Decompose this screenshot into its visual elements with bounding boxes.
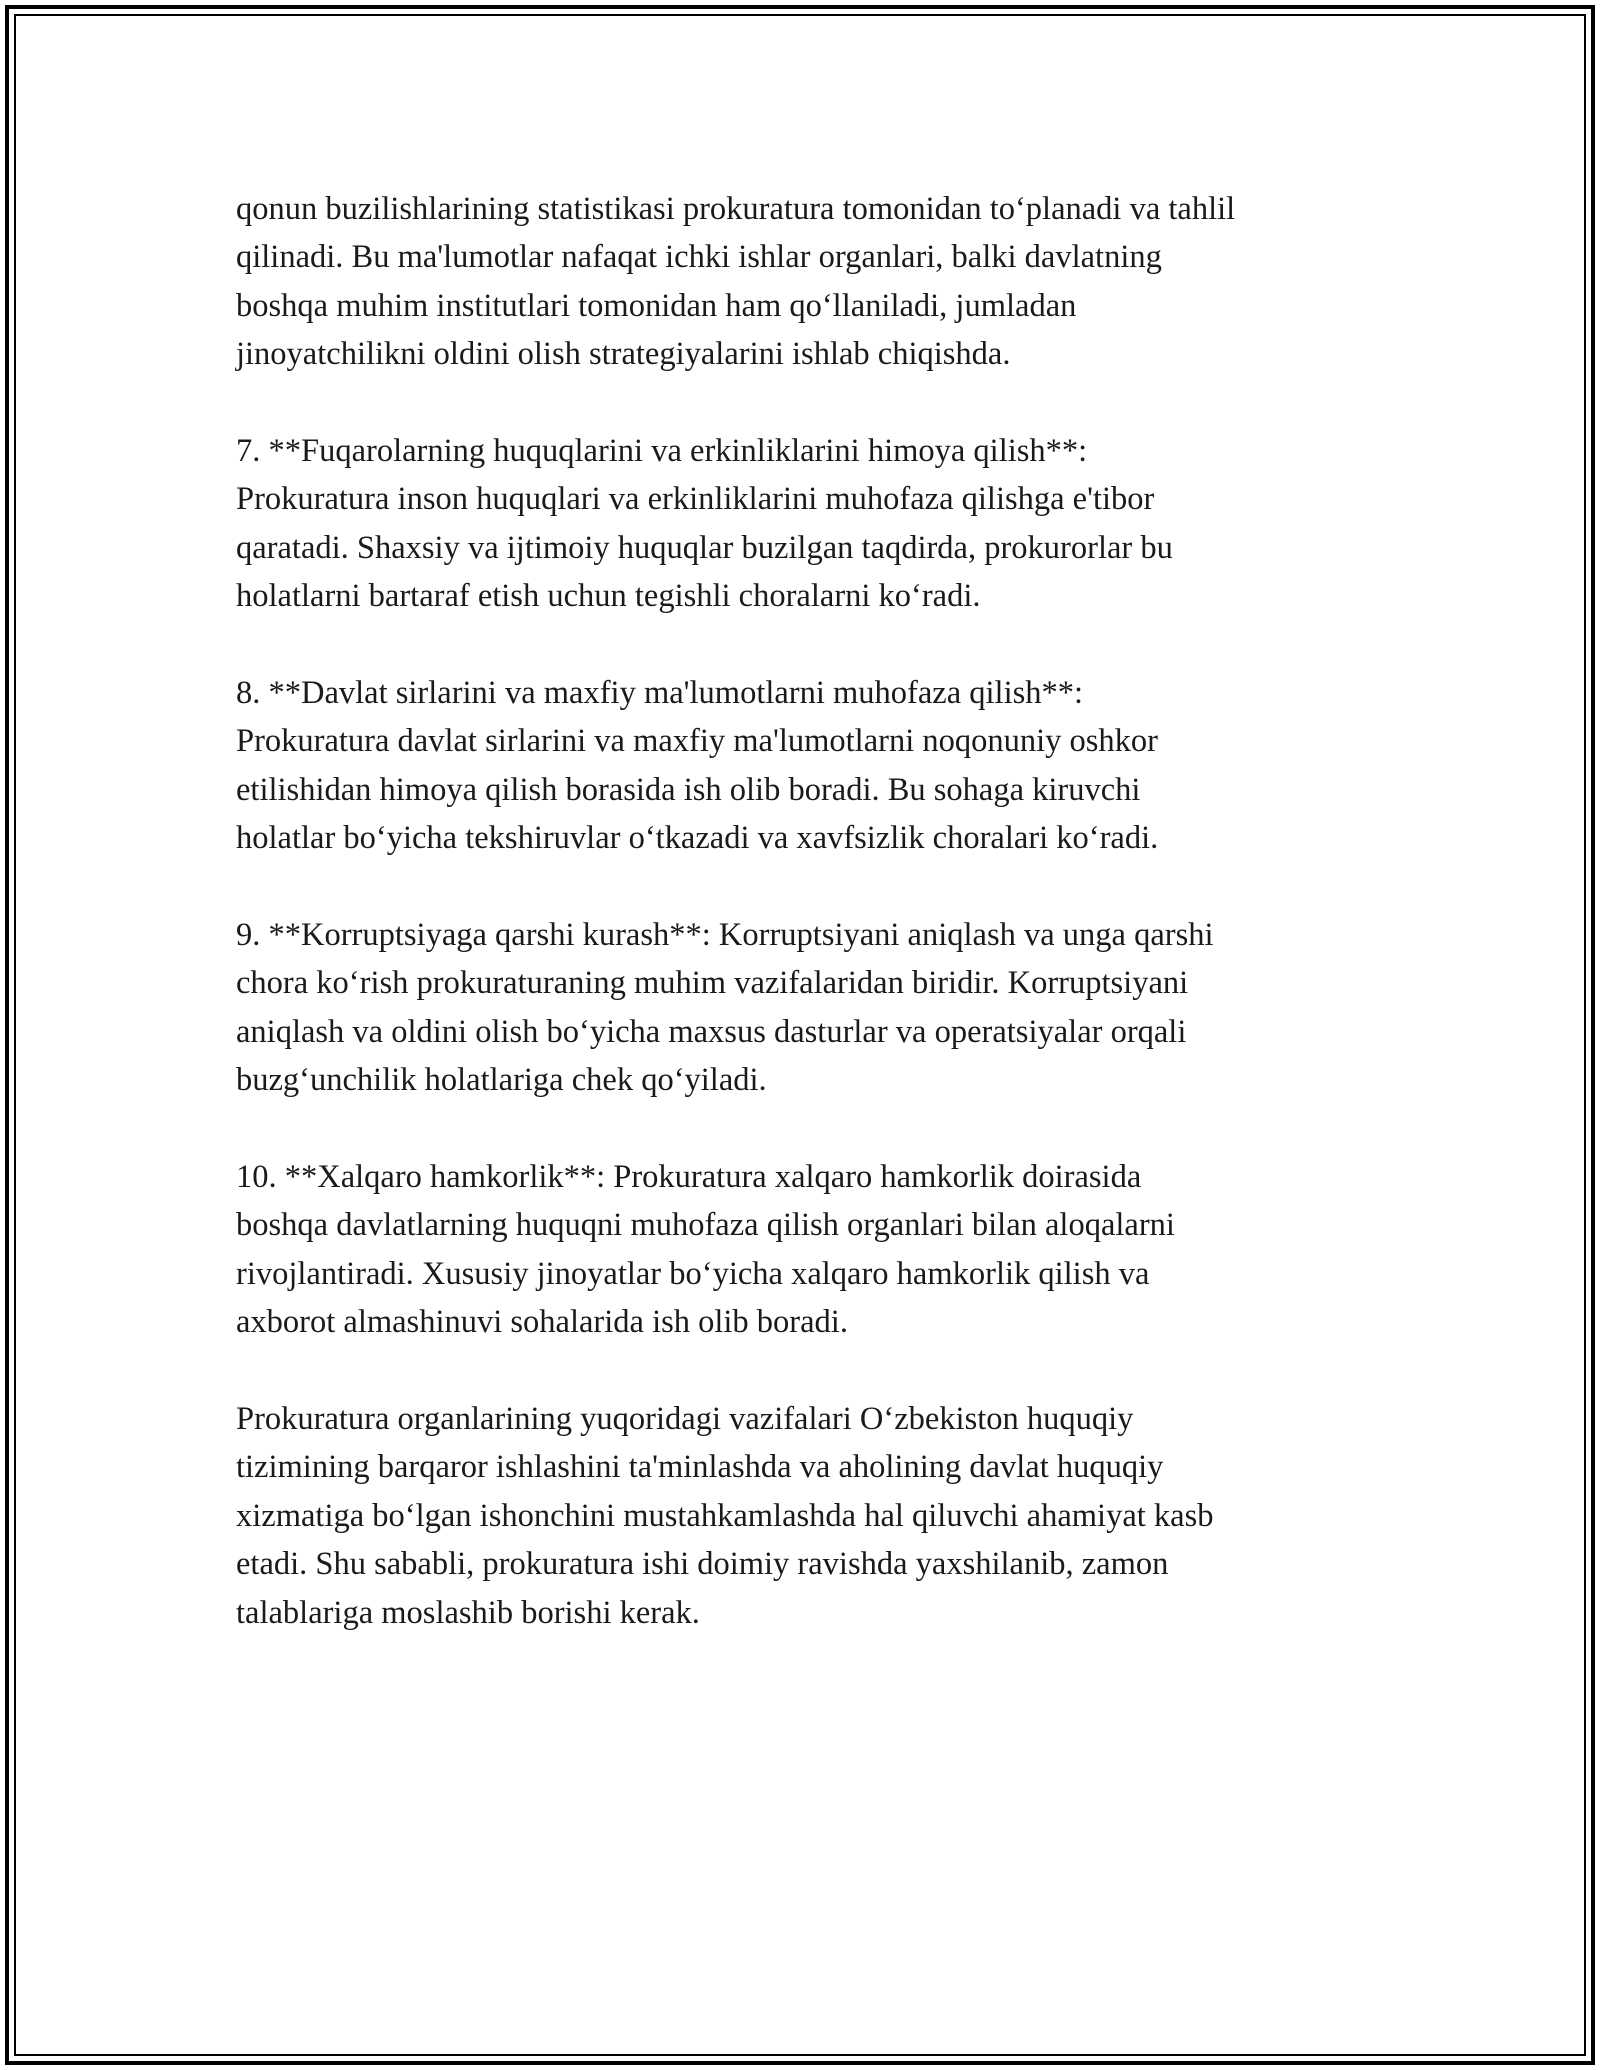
paragraph-item-7 <box>236 427 1366 621</box>
text-line: 7. **Fuqarolarning huquqlarini va erkinliklarini himoya qilish**: <box>236 433 1088 470</box>
text-line: buzg‘unchilik holatlariga chek qo‘yiladi. <box>236 1062 767 1099</box>
paragraph-item-8 <box>236 669 1366 863</box>
text-line: etilishidan himoya qilish borasida ish olib boradi. Bu sohaga kiruvchi <box>236 771 1141 808</box>
paragraph-statistics <box>236 185 1366 379</box>
text-line: Prokuratura organlarining yuqoridagi vazifalari O‘zbekiston huquqiy <box>236 1401 1134 1438</box>
text-line: qilinadi. Bu ma'lumotlar nafaqat ichki ishlar organlari, balki davlatning <box>236 239 1162 276</box>
text-line: talablariga moslashib borishi kerak. <box>236 1594 700 1631</box>
text-line: xizmatiga bo‘lgan ishonchini mustahkamlashda hal qiluvchi ahamiyat kasb <box>236 1497 1214 1534</box>
text-line: rivojlantiradi. Xususiy jinoyatlar bo‘yicha xalqaro hamkorlik qilish va <box>236 1255 1150 1292</box>
text-line: Prokuratura davlat sirlarini va maxfiy ma'lumotlarni noqonuniy oshkor <box>236 723 1158 760</box>
text-line: chora ko‘rish prokuraturaning muhim vazifalaridan biridir. Korruptsiyani <box>236 965 1189 1002</box>
text-line: boshqa muhim institutlari tomonidan ham qo‘llaniladi, jumladan <box>236 287 1077 324</box>
text-line: qaratadi. Shaxsiy va ijtimoiy huquqlar buzilgan taqdirda, prokurorlar bu <box>236 529 1173 566</box>
paragraph-item-10 <box>236 1153 1366 1347</box>
text-line: tizimining barqaror ishlashini ta'minlashda va aholining davlat huquqiy <box>236 1449 1164 1486</box>
paragraph-item-9 <box>236 911 1366 1105</box>
text-line: etadi. Shu sababli, prokuratura ishi doimiy ravishda yaxshilanib, zamon <box>236 1546 1169 1583</box>
text-line: holatlarni bartaraf etish uchun tegishli choralarni ko‘radi. <box>236 578 981 615</box>
text-line: Prokuratura inson huquqlari va erkinliklarini muhofaza qilishga e'tibor <box>236 481 1155 518</box>
text-line: 8. **Davlat sirlarini va maxfiy ma'lumotlarni muhofaza qilish**: <box>236 675 1084 712</box>
text-line: holatlar bo‘yicha tekshiruvlar o‘tkazadi va xavfsizlik choralari ko‘radi. <box>236 820 1159 857</box>
text-line: aniqlash va oldini olish bo‘yicha maxsus dasturlar va operatsiyalar orqali <box>236 1013 1187 1050</box>
paragraph-conclusion <box>236 1395 1366 1637</box>
document-body <box>236 185 1366 1686</box>
text-line: qonun buzilishlarining statistikasi prokuratura tomonidan to‘planadi va tahlil <box>236 191 1236 227</box>
text-line: 9. **Korruptsiyaga qarshi kurash**: Korruptsiyani aniqlash va unga qarshi <box>236 917 1214 954</box>
text-line: jinoyatchilikni oldini olish strategiyalarini ishlab chiqishda. <box>236 336 1011 373</box>
text-line: boshqa davlatlarning huquqni muhofaza qilish organlari bilan aloqalarni <box>236 1207 1175 1244</box>
text-line: 10. **Xalqaro hamkorlik**: Prokuratura xalqaro hamkorlik doirasida <box>236 1159 1142 1196</box>
text-line: axborot almashinuvi sohalarida ish olib boradi. <box>236 1304 848 1341</box>
